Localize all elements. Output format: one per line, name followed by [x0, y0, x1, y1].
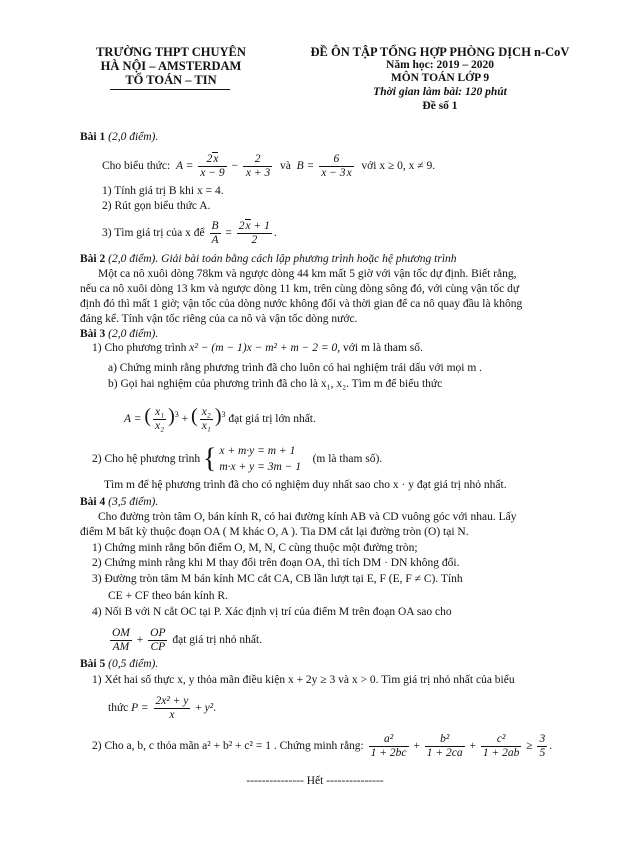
bai1-q1: 1) Tính giá trị B khi x = 4.	[102, 185, 224, 197]
bai3-q2-line2: Tìm m để hệ phương trình đã cho có nghiệm duy nhất sao cho x · y đạt giá trị nhỏ nhất.	[104, 479, 507, 491]
bai2-line4: đáng kể. Tính vận tốc riêng của ca nô và vận tốc dòng nước.	[80, 313, 358, 325]
bai4-line2: điểm M bất kỳ thuộc đoạn OA ( M khác O, A ). Tia DM cắt lại đường tròn (O) tại N.	[80, 526, 469, 538]
bai1-expression: Cho biểu thức: A = $\frac{2x}{x - 9}$ − $\frac{2}{x + 3}$ và B = $\frac{6}{x - 3x}$ với x ≥ 0, x ≠ 9.	[102, 152, 436, 179]
department: TỔ TOÁN – TIN	[125, 73, 217, 87]
bai3-qb-expression: A = ( $\frac{\text{x₁}}{\text{x₂}}$ )$^3$ + ( $\frac{\text{x₂}}{\text{x₁}}$ )$^3$ đạt giá trị lớn nhất.	[124, 404, 316, 432]
bai3-qa: a) Chứng minh rằng phương trình đã cho luôn có hai nghiệm trái dấu với mọi m .	[108, 362, 483, 374]
bai4-q3b: CE + CF theo bán kính R.	[108, 590, 228, 602]
end-marker: --------------- Hết ---------------	[246, 775, 384, 787]
bai4-q4-expression: $\frac{OM}{AM}$ + $\frac{OP}{CP}$ đạt giá trị nhỏ nhất.	[112, 626, 263, 653]
bai2-line2: nếu ca nô xuôi dòng 13 km và ngược dòng 11 km, trên cùng dòng sông đó, với cùng vận tốc dự	[80, 283, 520, 295]
bai5-q1-expression: thức P = $\frac{\text{2x² + y}}{x}$ + y².	[108, 694, 217, 721]
bai5-q2: 2) Cho a, b, c thỏa mãn a² + b² + c² = 1 . Chứng minh rằng: $\frac{\text{a²}}{1 + 2bc}$ + $\frac{\text{b²}}{1 + 2ca}$ + $\frac{\text{c²}}{1 + 2ab}$ ≥ $\frac{3}{5}$ .	[92, 732, 553, 759]
school-name-line2: HÀ NỘI – AMSTERDAM	[100, 59, 242, 73]
bai1-q2: 2) Rút gọn biểu thức A.	[102, 200, 211, 212]
bai5-heading: Bài 5 (0,5 điểm).	[80, 658, 159, 670]
bai3-heading: Bài 3 (2,0 điểm).	[80, 328, 159, 340]
bai4-q3: 3) Đường tròn tâm M bán kính MC cắt CA, CB lần lượt tại E, F (E, F ≠ C). Tính	[92, 573, 463, 585]
school-name-line1: TRƯỜNG THPT CHUYÊN	[96, 45, 246, 59]
exam-number: Đề số 1	[422, 100, 458, 112]
bai4-q1: 1) Chứng minh rằng bốn điểm O, M, N, C cùng thuộc một đường tròn;	[92, 542, 418, 554]
bai4-line1: Cho đường tròn tâm O, bán kính R, có hai đường kính AB và CD vuông góc với nhau. Lấy	[98, 511, 517, 523]
bai2-line1: Một ca nô xuôi dòng 78km và ngược dòng 44 km mất 5 giờ với vận tốc dự định. Biết rằng,	[98, 268, 517, 280]
fraction-a2: $\frac{2}{x + 3}$	[243, 153, 272, 180]
bai4-q2: 2) Chứng minh rằng khi M thay đổi trên đoạn OA, thì tích DM · DN không đổi.	[92, 557, 460, 569]
time-limit: Thời gian làm bài: 120 phút	[373, 86, 507, 98]
bai3-qb: b) Gọi hai nghiệm của phương trình đã cho là x₁, x₂. Tìm m để biểu thức	[108, 378, 443, 390]
fraction-a1: $\frac{2x}{x - 9}$	[200, 152, 225, 179]
bai4-heading: Bài 4 (3,5 điểm).	[80, 496, 159, 508]
subject: MÔN TOÁN LỚP 9	[390, 72, 490, 84]
bai2-line3: định đó thì mất 1 giờ; vận tốc của dòng nước không đổi và thời gian để ca nô quay đầu là không	[80, 298, 523, 310]
bai2-heading: Bài 2 (2,0 điểm). Giải bài toán bằng cách lập phương trình hoặc hệ phương trình	[80, 253, 457, 265]
bai3-q2: 2) Cho hệ phương trình { x + m·y = m + 1 m·x + y = 3m − 1 (m là tham số).	[92, 443, 383, 475]
bai5-q1: 1) Xét hai số thực x, y thỏa mãn điều kiện x + 2y ≥ 3 và x > 0. Tìm giá trị nhỏ nhất của biểu	[92, 674, 515, 686]
header-underline	[110, 89, 230, 90]
bai3-q1: 1) Cho phương trình x² − (m − 1)x − m² + m − 2 = 0, với m là tham số.	[92, 342, 423, 354]
bai1-q3: 3) Tìm giá trị của x để $\frac{B}{A}$ = $\frac{2x + 1}{2}$ .	[102, 219, 277, 246]
bai4-q4: 4) Nối B với N cắt OC tại P. Xác định vị trí của điểm M trên đoạn OA sao cho	[92, 606, 452, 618]
bai1-heading: Bài 1 (2,0 điểm).	[80, 131, 159, 143]
school-year: Năm học: 2019 – 2020	[386, 59, 494, 71]
exam-title: ĐỀ ÔN TẬP TỔNG HỢP PHÒNG DỊCH n-CoV	[310, 45, 570, 59]
fraction-b: $\frac{6}{x - 3x}$	[321, 152, 352, 179]
